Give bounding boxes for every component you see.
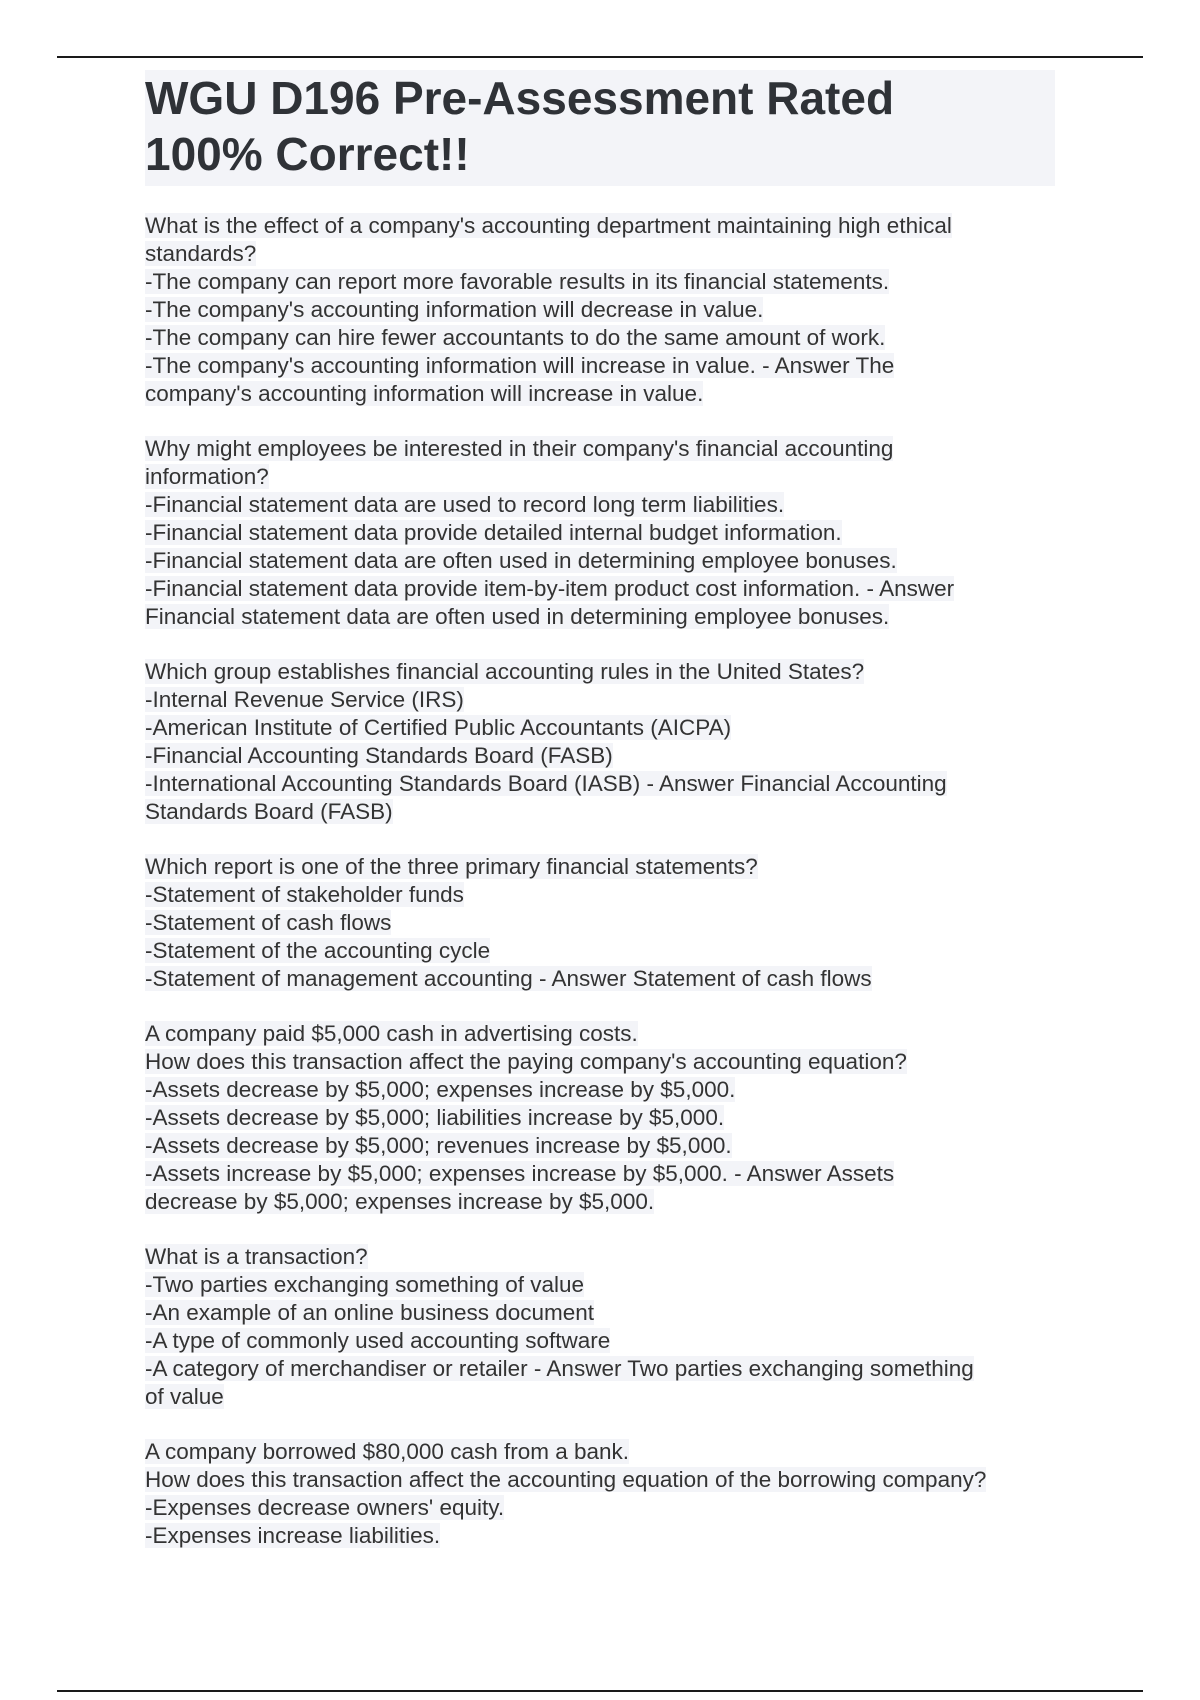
answer-line: company's accounting information will increase in value.: [145, 381, 704, 406]
question-block-2: [145, 435, 1075, 631]
option-line: -Expenses decrease owners' equity.: [145, 1495, 505, 1520]
question-block-5: [145, 1020, 1075, 1216]
bottom-rule: [57, 1690, 1143, 1692]
answer-line: -Assets increase by $5,000; expenses increase by $5,000. - Answer Assets: [145, 1161, 895, 1186]
question-block-3: [145, 658, 1075, 826]
option-line: -The company can hire fewer accountants to do the same amount of work.: [145, 325, 886, 350]
option-line: -American Institute of Certified Public Accountants (AICPA): [145, 715, 732, 740]
answer-line: -Financial statement data provide item-by-item product cost information. - Answer: [145, 576, 955, 601]
question-line: Which group establishes financial accounting rules in the United States?: [145, 659, 865, 684]
question-line: How does this transaction affect the accounting equation of the borrowing company?: [145, 1467, 987, 1492]
answer-line: -Statement of management accounting - Answer Statement of cash flows: [145, 966, 872, 991]
option-line: -Statement of cash flows: [145, 910, 392, 935]
option-line: -An example of an online business document: [145, 1300, 595, 1325]
option-line: -Assets decrease by $5,000; revenues increase by $5,000.: [145, 1133, 732, 1158]
question-line: How does this transaction affect the paying company's accounting equation?: [145, 1049, 907, 1074]
option-line: -The company can report more favorable results in its financial statements.: [145, 269, 890, 294]
document-title: [145, 70, 1055, 186]
option-line: -Assets decrease by $5,000; expenses increase by $5,000.: [145, 1077, 736, 1102]
option-line: -A type of commonly used accounting software: [145, 1328, 611, 1353]
answer-line: of value: [145, 1384, 224, 1409]
question-line: What is the effect of a company's accounting department maintaining high ethical: [145, 213, 952, 238]
answer-line: -The company's accounting information will increase in value. - Answer The: [145, 353, 895, 378]
option-line: -Expenses increase liabilities.: [145, 1523, 441, 1548]
question-line: Which report is one of the three primary financial statements?: [145, 854, 758, 879]
question-block-6: [145, 1243, 1075, 1411]
question-line: standards?: [145, 241, 257, 266]
question-line: What is a transaction?: [145, 1244, 368, 1269]
question-block-7: [145, 1438, 1075, 1550]
option-line: -Internal Revenue Service (IRS): [145, 687, 464, 712]
title-line-2: 100% Correct!!: [145, 128, 470, 180]
option-line: -Financial Accounting Standards Board (FASB): [145, 743, 613, 768]
option-line: -Statement of the accounting cycle: [145, 938, 491, 963]
option-line: -Financial statement data are often used in determining employee bonuses.: [145, 548, 897, 573]
answer-line: -International Accounting Standards Board (IASB) - Answer Financial Accounting: [145, 771, 947, 796]
option-line: -Two parties exchanging something of value: [145, 1272, 585, 1297]
answer-line: decrease by $5,000; expenses increase by $5,000.: [145, 1189, 655, 1214]
question-block-1: [145, 212, 1075, 408]
option-line: -Financial statement data are used to record long term liabilities.: [145, 492, 785, 517]
option-line: -Assets decrease by $5,000; liabilities increase by $5,000.: [145, 1105, 725, 1130]
question-line: Why might employees be interested in their company's financial accounting: [145, 436, 894, 461]
answer-line: -A category of merchandiser or retailer - Answer Two parties exchanging something: [145, 1356, 974, 1381]
question-block-4: [145, 853, 1075, 993]
question-line: A company paid $5,000 cash in advertising costs.: [145, 1021, 638, 1046]
option-line: -Financial statement data provide detailed internal budget information.: [145, 520, 842, 545]
title-line-1: WGU D196 Pre-Assessment Rated: [145, 72, 895, 124]
document-body: [145, 70, 1075, 1577]
top-rule: [57, 56, 1143, 58]
option-line: -Statement of stakeholder funds: [145, 882, 464, 907]
option-line: -The company's accounting information will decrease in value.: [145, 297, 764, 322]
answer-line: Financial statement data are often used in determining employee bonuses.: [145, 604, 890, 629]
question-line: information?: [145, 464, 269, 489]
answer-line: Standards Board (FASB): [145, 799, 393, 824]
question-line: A company borrowed $80,000 cash from a bank.: [145, 1439, 630, 1464]
